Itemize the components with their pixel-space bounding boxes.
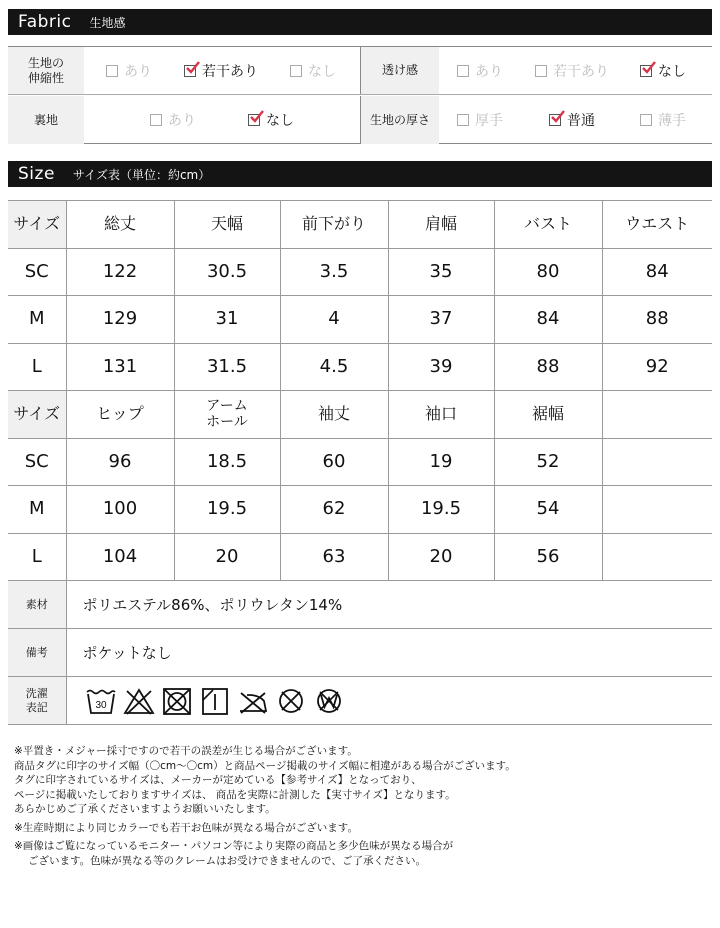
- cell: 84: [494, 296, 602, 344]
- fabric-row-1: [8, 47, 712, 95]
- armhole-line1: アーム: [206, 398, 248, 415]
- note-line: 商品タグに印字のサイズ幅（〇cm〜〇cm）と商品ページ掲載のサイズ幅に相違がある場合がございます。: [14, 759, 516, 772]
- size-name: SC: [8, 438, 66, 486]
- sheer-label: 透け感: [361, 47, 439, 94]
- armhole-line2: ホール: [206, 414, 248, 431]
- sheer-option-ari[interactable]: [457, 47, 503, 94]
- option-label: あり: [168, 113, 196, 129]
- cell: 80: [494, 248, 602, 296]
- size-name: M: [8, 486, 66, 534]
- cell: 131: [66, 343, 174, 391]
- column-header-empty: [602, 391, 712, 439]
- cell: 39: [388, 343, 494, 391]
- cell: 19.5: [388, 486, 494, 534]
- fabric-title-en: Fabric: [18, 12, 72, 32]
- column-header: バスト: [494, 201, 602, 249]
- cell: 20: [388, 533, 494, 581]
- stretch-option-ari[interactable]: [106, 47, 152, 94]
- fabric-section-header: [8, 9, 712, 35]
- thickness-option-normal[interactable]: [549, 96, 595, 144]
- cell: 129: [66, 296, 174, 344]
- option-label: 若干あり: [202, 63, 258, 80]
- cell: 20: [174, 533, 280, 581]
- cell: 18.5: [174, 438, 280, 486]
- remarks-row: [8, 629, 712, 677]
- checkbox-checked: [248, 114, 260, 126]
- column-header: ウエスト: [602, 201, 712, 249]
- size-header-label: サイズ: [8, 391, 66, 439]
- option-label: 普通: [567, 113, 595, 129]
- washing-label-line2: 表記: [25, 700, 48, 714]
- stretch-option-jakkan[interactable]: [184, 47, 258, 94]
- check-icon: [642, 61, 656, 75]
- checkbox: [457, 114, 469, 126]
- lining-option-ari[interactable]: [150, 96, 196, 144]
- cell: 84: [602, 248, 712, 296]
- cell: 19: [388, 438, 494, 486]
- fabric-title-jp: 生地感: [89, 15, 126, 30]
- column-header: 裾幅: [494, 391, 602, 439]
- cell: 104: [66, 533, 174, 581]
- no-dry-clean-icon: [275, 686, 307, 716]
- cell: 54: [494, 486, 602, 534]
- material-value: ポリエステル86%、ポリウレタン14%: [66, 581, 712, 629]
- cell: 30.5: [174, 248, 280, 296]
- check-icon: [186, 61, 200, 75]
- option-label: なし: [266, 113, 294, 129]
- notes-block: [14, 744, 714, 868]
- sheer-option-jakkan[interactable]: [535, 47, 609, 94]
- washing-row: [8, 677, 712, 725]
- note-line: タグに印字されているサイズは、メーカーが定めている【参考サイズ】となっており、: [14, 774, 422, 786]
- option-label: あり: [124, 63, 152, 80]
- note-line: あらかじめご了承くださいますようお願いいたします。: [14, 803, 276, 815]
- cell-empty: [602, 486, 712, 534]
- column-header: ヒップ: [66, 391, 174, 439]
- remarks-label: 備考: [8, 629, 66, 677]
- cell: 35: [388, 248, 494, 296]
- checkbox: [535, 65, 547, 77]
- cell-empty: [602, 438, 712, 486]
- cell: 52: [494, 438, 602, 486]
- low-iron-icon: [237, 686, 269, 716]
- option-label: なし: [308, 63, 336, 80]
- fabric-row-2: [8, 96, 712, 144]
- fabric-table: [8, 46, 712, 144]
- column-header: 袖丈: [280, 391, 388, 439]
- material-row: [8, 581, 712, 629]
- line-dry-shade-icon: [199, 686, 231, 716]
- column-header: 総丈: [66, 201, 174, 249]
- cell: 4.5: [280, 343, 388, 391]
- cell: 88: [602, 296, 712, 344]
- cell-empty: [602, 533, 712, 581]
- checkbox-checked: [549, 114, 561, 126]
- cell: 100: [66, 486, 174, 534]
- size-title-en: Size: [18, 164, 55, 184]
- column-header: 前下がり: [280, 201, 388, 249]
- table-row: [8, 343, 712, 391]
- cell: 19.5: [174, 486, 280, 534]
- cell: 3.5: [280, 248, 388, 296]
- checkbox-checked: [640, 65, 652, 77]
- stretch-label-line2: 伸縮性: [27, 70, 64, 85]
- table-row: [8, 438, 712, 486]
- table-row: [8, 248, 712, 296]
- checkbox: [457, 65, 469, 77]
- info-table: [8, 580, 712, 725]
- checkbox: [106, 65, 118, 77]
- cell: 31.5: [174, 343, 280, 391]
- column-header: 天幅: [174, 201, 280, 249]
- material-label: 素材: [8, 581, 66, 629]
- care-icons: [66, 677, 712, 725]
- cell: 31: [174, 296, 280, 344]
- option-label: 薄手: [658, 113, 686, 129]
- note-line: ※生産時期により同じカラーでも若干お色味が異なる場合がございます。: [14, 821, 358, 834]
- lining-label: 裏地: [8, 96, 84, 144]
- cell: 60: [280, 438, 388, 486]
- wash-temp-label: 30: [94, 699, 107, 711]
- size-header-label: サイズ: [8, 201, 66, 249]
- option-label: あり: [475, 63, 503, 80]
- lining-option-nashi[interactable]: [248, 96, 294, 144]
- cell: 122: [66, 248, 174, 296]
- size-section-header: [8, 161, 712, 187]
- washing-label: [8, 677, 66, 725]
- note-line: ※平置き・メジャー採寸ですので若干の誤差が生じる場合がございます。: [14, 745, 358, 757]
- check-icon: [250, 110, 264, 124]
- column-header-armhole: [174, 391, 280, 439]
- thickness-option-thin[interactable]: [640, 96, 686, 144]
- cell: 37: [388, 296, 494, 344]
- thickness-option-thick[interactable]: [457, 96, 503, 144]
- cell: 63: [280, 533, 388, 581]
- cell: 96: [66, 438, 174, 486]
- remarks-value: ポケットなし: [66, 629, 712, 677]
- cell: 62: [280, 486, 388, 534]
- option-label: なし: [658, 63, 686, 80]
- table-row: [8, 296, 712, 344]
- option-label: 若干あり: [553, 63, 609, 80]
- cell: 92: [602, 343, 712, 391]
- cell: 56: [494, 533, 602, 581]
- checkbox: [150, 114, 162, 126]
- table-row: [8, 533, 712, 581]
- note-line: ございます。色味が異なる等のクレームはお受けできませんので、ご了承ください。: [28, 854, 426, 867]
- no-tumble-dry-icon: [161, 686, 193, 716]
- no-bleach-icon: [123, 686, 155, 716]
- note-line: ※画像はご覧になっているモニター・パソコン等により実際の商品と多少色味が異なる場合が: [14, 840, 454, 852]
- option-label: 厚手: [475, 113, 503, 129]
- table-row: [8, 486, 712, 534]
- column-header: 肩幅: [388, 201, 494, 249]
- size-title-jp: サイズ表（単位：約cm）: [72, 167, 211, 182]
- note-line: ページに掲載いたしておりますサイズは、 商品を実際に計測した【実寸サイズ】となります。: [14, 788, 456, 801]
- cell: 4: [280, 296, 388, 344]
- wash-30-icon: [85, 686, 117, 716]
- cell: 88: [494, 343, 602, 391]
- size-table: [8, 200, 712, 581]
- size-header-row-2: [8, 391, 712, 439]
- checkbox: [640, 114, 652, 126]
- stretch-label: [8, 47, 84, 94]
- size-name: L: [8, 343, 66, 391]
- size-name: M: [8, 296, 66, 344]
- stretch-option-nashi[interactable]: [290, 47, 336, 94]
- size-name: L: [8, 533, 66, 581]
- column-header: 袖口: [388, 391, 494, 439]
- sheer-option-nashi[interactable]: [640, 47, 686, 94]
- stretch-label-line1: 生地の: [27, 55, 64, 70]
- checkbox-checked: [184, 65, 196, 77]
- size-header-row-1: [8, 201, 712, 249]
- size-name: SC: [8, 248, 66, 296]
- thickness-label: 生地の厚さ: [361, 96, 439, 144]
- wet-clean-icon: [313, 686, 345, 716]
- washing-label-line1: 洗濯: [25, 686, 48, 700]
- check-icon: [551, 110, 565, 124]
- checkbox: [290, 65, 302, 77]
